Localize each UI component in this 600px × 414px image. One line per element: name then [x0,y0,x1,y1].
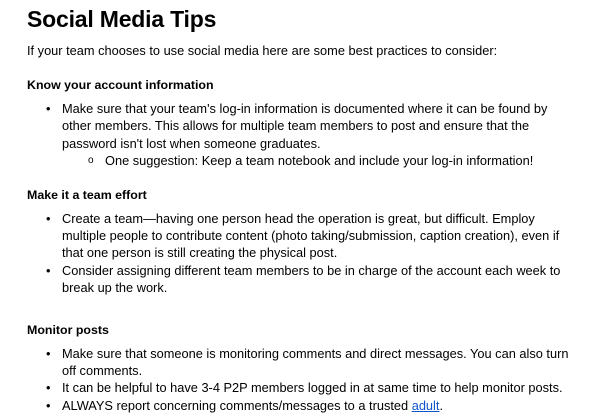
list-item-text: Consider assigning different team members to be in charge of the account each week to break up the work. [62,262,561,295]
adult-link[interactable]: adult [411,397,440,413]
list-item-text: Make sure that your team's log-in information is documented where it can be found by other members. This allows for multiple team members to post and ensure that the password isn't lost when someone graduates. [62,101,548,151]
list-item-text: Create a team—having one person head the operation is great, but difficult. Employ multiple people to contribute content (photo taking/submission, caption creation), even if that one person is still creating the physical post. [62,210,560,261]
list-item [27,345,578,379]
bullet-list [27,338,578,414]
bullet-disc-icon: • [46,397,51,413]
list-item [27,262,578,296]
bullet-circle-icon: o [88,154,94,166]
sub-list-item-text: One suggestion: Keep a team notebook and include your log-in information! [105,152,534,168]
section-know-your-account-information [27,59,578,169]
bullet-disc-icon: • [46,210,51,226]
section-heading: Monitor posts [27,322,109,337]
section-make-it-a-team-effort [27,169,578,296]
section-monitor-posts [27,296,578,414]
bullet-list [27,203,578,296]
intro-paragraph: If your team chooses to use social media here are some best practices to consider: [27,43,498,59]
sub-bullet-list [62,152,578,169]
list-item-text: Make sure that someone is monitoring comments and direct messages. You can also turn off comments. [62,345,569,379]
bullet-disc-icon: • [46,345,51,361]
bullet-list [27,93,578,169]
section-heading: Make it a team effort [27,187,147,202]
list-item [27,397,578,414]
sub-list-item [62,152,578,169]
section-heading: Know your account information [27,78,214,93]
bullet-disc-icon: • [46,380,51,396]
list-item-text-after-link: . [439,397,444,413]
list-item-text: It can be helpful to have 3-4 P2P members logged in at same time to help monitor posts. [62,380,563,396]
list-item [27,210,578,262]
list-item [27,379,578,396]
list-item-text-before-link: ALWAYS report concerning comments/messages to a trusted [62,397,412,413]
bullet-disc-icon: • [46,101,51,117]
page-title: Social Media Tips [27,6,217,32]
list-item [27,100,578,169]
bullet-disc-icon: • [46,262,51,278]
